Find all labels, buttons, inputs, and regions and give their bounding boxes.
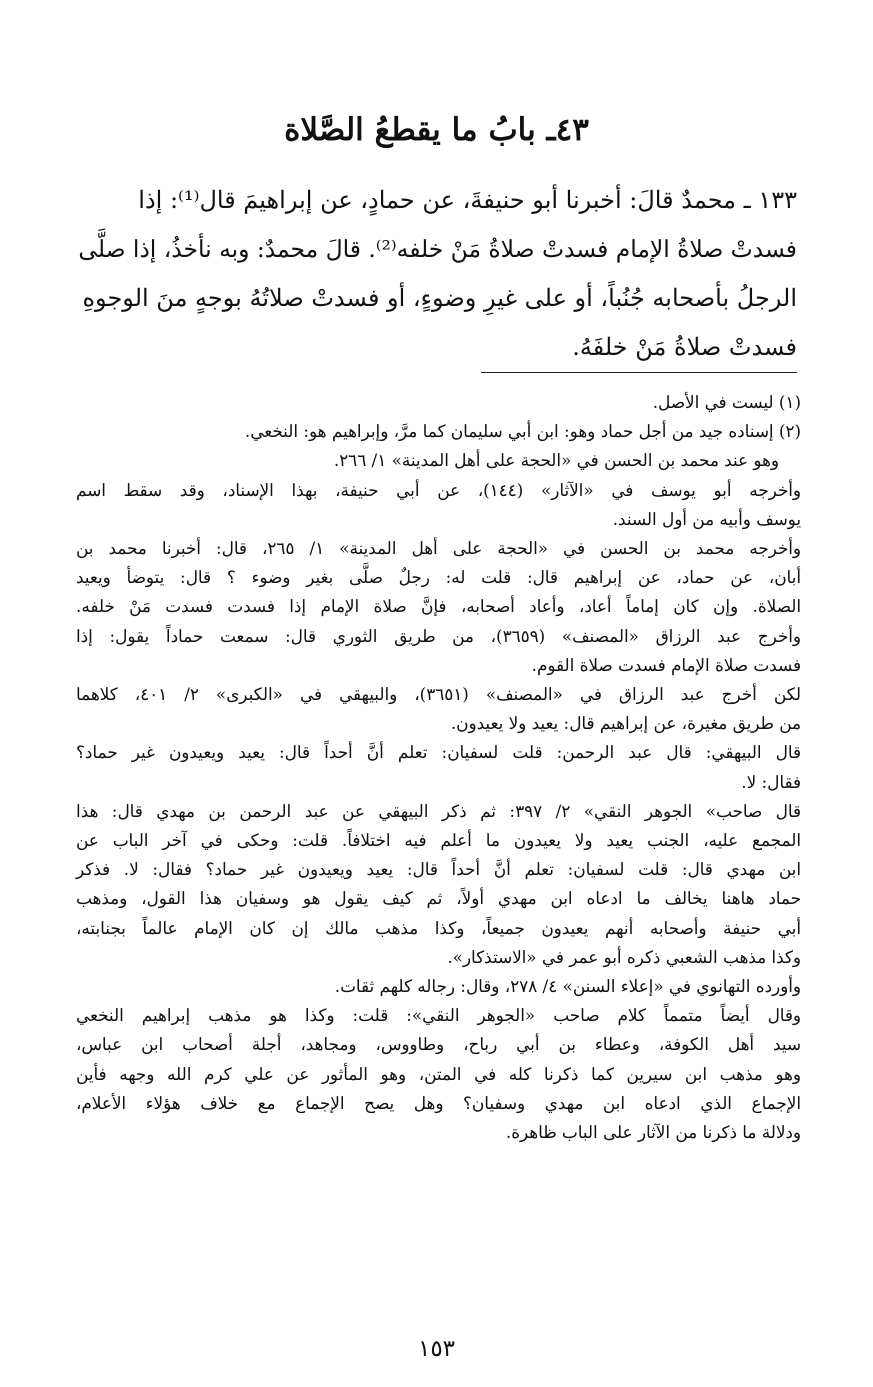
- footnote-line: وكذا مذهب الشعبي ذكره أبو عمر في «الاستذكار».: [447, 946, 801, 967]
- footnote-line: فقال: لا.: [741, 771, 801, 792]
- hadith-line: فسدتْ صلاةُ مَنْ خلفَهُ.: [572, 333, 797, 361]
- footnote-line: حماد هاهنا يخالف ما ادعاه ابن مهدي أولاً، ثم كيف يقول هو وسفيان هذا القول، ومذهب: [76, 888, 801, 909]
- footnotes: [76, 388, 801, 1147]
- chapter-title: ٤٣ـ بابُ ما يقطعُ الصَّلاة: [284, 112, 589, 148]
- footnote-line: وهو مذهب ابن سيرين كما ذكرنا كله في المتن، وهو المأثور عن علي كرم الله وجهه فأين: [76, 1063, 801, 1084]
- footnote-line: قال صاحب» الجوهر النقي» ٢/ ٣٩٧: ثم ذكر البيهقي عن عبد الرحمن بن مهدي قال: هذا: [76, 800, 801, 821]
- footnote-line: لكن أخرج عبد الرزاق في «المصنف» (٣٦٥١)، والبيهقي في «الكبرى» ٢/ ٤٠١، كلاهما: [76, 684, 801, 705]
- footnote-line: يوسف وأبيه من أول السند.: [612, 508, 801, 529]
- footnote-line: وقال أيضاً متمماً كلام صاحب «الجوهر النقي»: قلت: وكذا هو مذهب إبراهيم النخعي: [76, 1005, 801, 1026]
- footnote-line: وأخرجه أبو يوسف في «الآثار» (١٤٤)، عن أبي حنيفة، بهذا الإسناد، وقد سقط اسم: [76, 479, 801, 500]
- footnote-line: الصلاة. وإن كان إماماً أعاد، وأعاد أصحابه، فإنَّ صلاة الإمام إذا فسدت فسدت مَنْ خلفه.: [76, 596, 801, 617]
- page-number: ١٥٣: [417, 1336, 456, 1362]
- footnote-line: من طريق مغيرة، عن إبراهيم قال: يعيد ولا يعيدون.: [450, 713, 801, 734]
- footnote-line: المجمع عليه، الجنب يعيد ولا يعيدون ما أعلم فيه اختلافاً. قلت: وحكى في آخر الباب عن: [76, 830, 801, 851]
- footnote-line: وأخرجه محمد بن الحسن في «الحجة على أهل المدينة» ١/ ٢٦٥، قال: أخبرنا محمد بن: [76, 538, 802, 559]
- footnote-separator: [481, 372, 797, 373]
- hadith-line: ١٣٣ ـ محمدٌ قالَ: أخبرنا أبو حنيفةَ، عن حمادٍ، عن إبراهيمَ قال⁽¹⁾: إذا: [138, 186, 797, 214]
- hadith-line: الرجلُ بأصحابه جُنُباً، أو على غيرِ وضوءٍ، أو فسدتْ صلاتُهُ بوجهٍ منَ الوجوهِ: [82, 284, 797, 312]
- footnote-line: وأخرج عبد الرزاق «المصنف» (٣٦٥٩)، من طريق الثوري قال: سمعت حماداً يقول: إذا: [76, 625, 801, 646]
- footnote-line: (١) ليست في الأصل.: [652, 392, 801, 412]
- hadith-line: فسدتْ صلاةُ الإمام فسدتْ صلاةُ مَنْ خلفه⁽²⁾. قالَ محمدٌ: وبه نأخذُ، إذا صلَّى: [78, 235, 797, 263]
- footnote-line: أبان، عن حماد، عن إبراهيم قال: قلت له: رجلٌ صلَّى بغير وضوء ؟ قال: يتوضأ ويعيد: [76, 567, 801, 588]
- footnote-line: (٢) إسناده جيد من أجل حماد وهو: ابن أبي سليمان كما مرَّ، وإبراهيم هو: النخعي.: [244, 421, 801, 442]
- hadith-text: [72, 176, 797, 372]
- footnote-line: سيد أهل الكوفة، وعطاء بن أبي رباح، وطاووس، ومجاهد، أجلة أصحاب ابن عباس،: [76, 1034, 801, 1055]
- footnote-line: قال البيهقي: قال عبد الرحمن: قلت لسفيان: تعلم أنَّ أحداً قال: يعيد ويعيدون غير حماد؟: [76, 742, 801, 763]
- footnote-line: وأورده التهانوي في «إعلاء السنن» ٤/ ٢٧٨، وقال: رجاله كلهم ثقات.: [334, 976, 801, 997]
- footnote-line: وهو عند محمد بن الحسن في «الحجة على أهل المدينة» ١/ ٢٦٦.: [333, 450, 779, 471]
- footnote-line: الإجماع الذي ادعاه ابن مهدي وسفيان؟ وهل يصح الإجماع مع خلاف هؤلاء الأعلام،: [76, 1092, 801, 1113]
- footnote-line: ابن مهدي قال: قلت لسفيان: تعلم أنَّ أحداً قال: يعيد ويعيدون غير حماد؟ فقال: لا. فذكر: [76, 859, 801, 880]
- footnote-line: فسدت صلاة الإمام فسدت صلاة القوم.: [531, 654, 801, 675]
- footnote-line: أبي حنيفة وأصحابه أنهم يعيدون جميعاً، وكذا مذهب مالك إن كان الإمام عالماً بجنابته،: [76, 917, 801, 938]
- footnote-line: ودلالة ما ذكرنا من الآثار على الباب ظاهرة.: [505, 1122, 801, 1143]
